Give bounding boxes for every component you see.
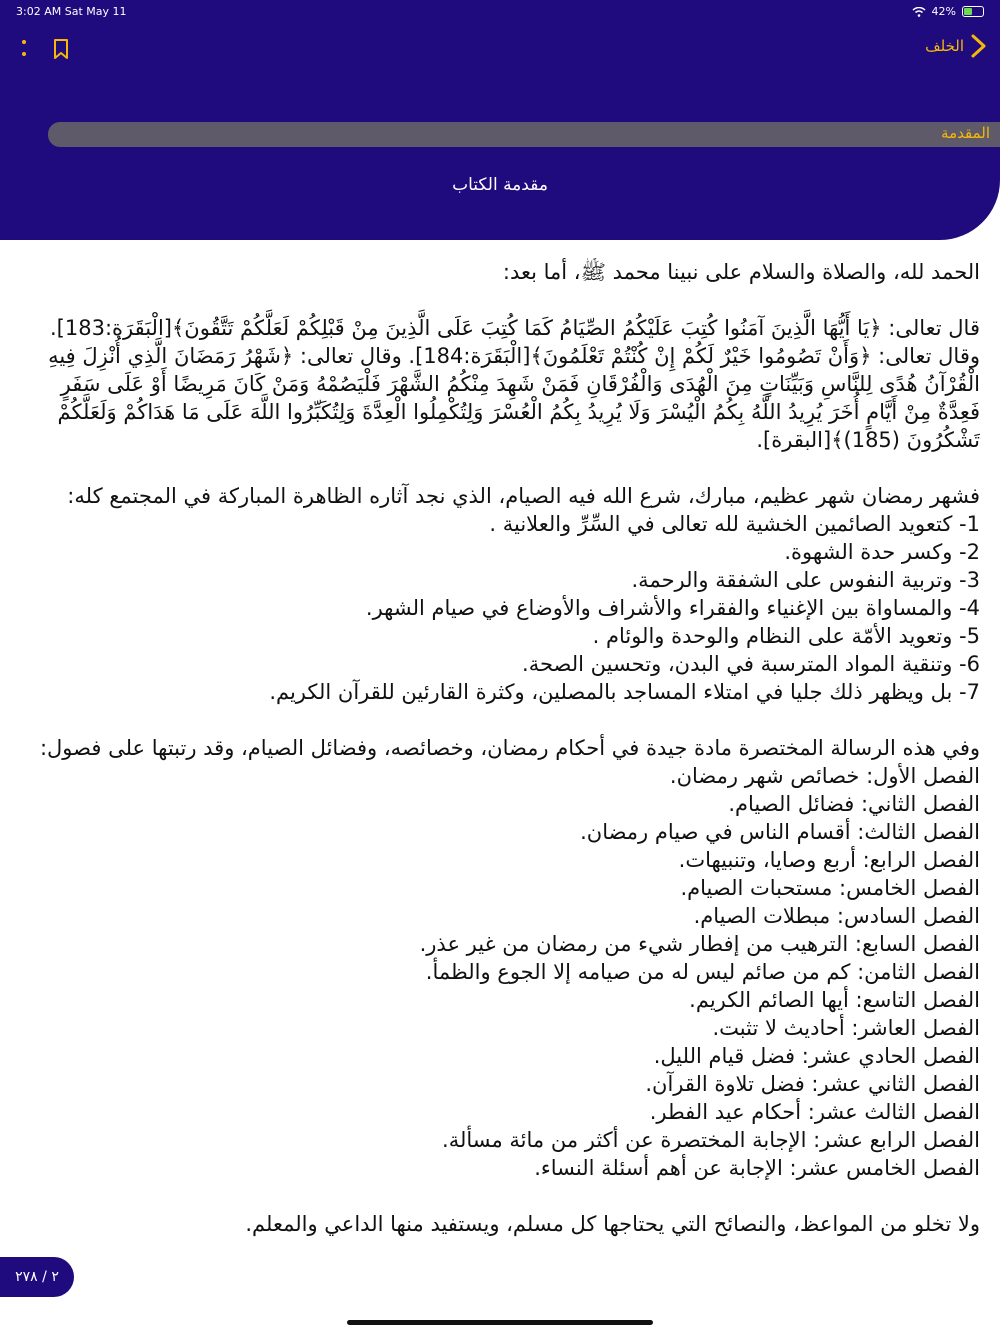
list-item: 4- والمساواة بين الإغنياء والفقراء والأشراف والأوضاع في صيام الشهر. — [365, 596, 980, 620]
list-item: 1- كتعويد الصائمين الخشية لله تعالى في السِّرِّ والعلانية . — [489, 512, 980, 536]
wifi-icon — [912, 7, 926, 17]
battery-fill — [964, 8, 972, 15]
status-time-text: 3:02 AM — [16, 5, 62, 18]
book-content[interactable] — [38, 258, 980, 1318]
list-item: 3- وتربية النفوس على الشفقة والرحمة. — [631, 568, 980, 592]
page-title: مقدمة الكتاب — [452, 175, 548, 195]
list-item: الفصل العاشر: أحاديث لا تثبت. — [712, 1016, 980, 1040]
list-item: الفصل الثالث عشر: أحكام عيد الفطر. — [649, 1100, 980, 1124]
battery-percent: 42% — [931, 5, 956, 18]
list-item: الفصل التاسع: أيها الصائم الكريم. — [689, 988, 980, 1012]
list-item: الفصل الرابع عشر: الإجابة المختصرة عن أكثر من مائة مسألة. — [442, 1128, 980, 1152]
status-date-text: Sat May 11 — [64, 5, 127, 18]
nav-row — [0, 32, 1000, 64]
chapters-intro-paragraph: وفي هذه الرسالة المختصرة مادة جيدة في أحكام رمضان، وخصائصه، وفضائل الصيام، وقد رتبتها على فصول: — [39, 736, 980, 760]
page-indicator[interactable]: ٢ / ٢٧٨ — [0, 1257, 74, 1297]
more-vertical-icon[interactable] — [14, 34, 34, 62]
list-item: الفصل الخامس عشر: الإجابة عن أهم أسئلة النساء. — [534, 1156, 980, 1180]
list-item: الفصل الحادي عشر: فضل قيام الليل. — [653, 1044, 980, 1068]
list-item: 6- وتنقية المواد المترسبة في البدن، وتحسين الصحة. — [522, 652, 980, 676]
ramadan-intro-paragraph: فشهر رمضان شهر عظيم، مبارك، شرع الله فيه الصيام، الذي نجد آثاره الظاهرة المباركة في المجتمع كله: — [67, 484, 980, 508]
status-right — [912, 5, 984, 18]
list-item: الفصل الثامن: كم من صائم ليس له من صيامه إلا الجوع والظمأ. — [425, 960, 980, 984]
list-item: الفصل الثالث: أقسام الناس في صيام رمضان. — [580, 820, 980, 844]
list-item: الفصل الثاني: فضائل الصيام. — [728, 792, 980, 816]
section-bar[interactable] — [48, 122, 1000, 147]
list-item: 7- بل ويظهر ذلك جليا في امتلاء المساجد بالمصلين، وكثرة القارئين للقرآن الكريم. — [269, 680, 980, 704]
section-label: المقدمة — [941, 124, 990, 142]
list-item: 5- وتعويد الأمّة على النظام والوحدة والوئام . — [592, 624, 980, 648]
list-item: 2- وكسر حدة الشهوة. — [784, 540, 980, 564]
battery-icon — [962, 6, 984, 17]
chapters-list — [38, 762, 980, 1182]
home-indicator[interactable] — [347, 1320, 653, 1325]
list-item: الفصل السابع: الترهيب من إفطار شيء من رمضان من غير عذر. — [419, 932, 980, 956]
status-time — [16, 5, 127, 18]
list-item: الفصل الثاني عشر: فضل تلاوة القرآن. — [645, 1072, 980, 1096]
header — [0, 0, 1000, 240]
quran-paragraph: قال تعالى: ﴿يَا أَيُّهَا الَّذِينَ آمَنُوا كُتِبَ عَلَيْكُمُ الصِّيَامُ كَمَا كُتِبَ عَلَى الَّذِينَ مِنْ قَبْلِكُمْ لَعَلَّكُمْ تَتَّقُونَ﴾[الْبَقَرَة:183]. وقال تعالى: ﴿وَأَنْ تَصُومُوا خَيْرٌ لَكُمْ إِنْ كُنْتُمْ تَعْلَمُونَ﴾[الْبَقَرَة:184]. وقال تعالى: ﴿شَهْرُ رَمَضَانَ الَّذِي أُنْزِلَ فِيهِ الْقُرْآنُ هُدًى لِلنَّاسِ وَبَيِّنَاتٍ مِنَ الْهُدَى وَالْفُرْقَانِ فَمَنْ شَهِدَ مِنْكُمُ الشَّهْرَ فَلْيَصُمْهُ وَمَنْ كَانَ مَرِيضًا أَوْ عَلَى سَفَرٍ فَعِدَّةٌ مِنْ أَيَّامٍ أُخَرَ يُرِيدُ اللَّهُ بِكُمُ الْيُسْرَ وَلَا يُرِيدُ بِكُمُ الْعُسْرَ وَلِتُكْمِلُوا الْعِدَّةَ وَلِتُكَبِّرُوا اللَّهَ عَلَى مَا هَدَاكُمْ وَلَعَلَّكُمْ تَشْكُرُونَ (185)﴾[البقرة]. — [48, 316, 980, 452]
closing-paragraph: ولا تخلو من المواعظ، والنصائح التي يحتاجها كل مسلم، ويستفيد منها الداعي والمعلم. — [245, 1212, 980, 1236]
status-bar — [0, 3, 1000, 21]
list-item: الفصل الأول: خصائص شهر رمضان. — [669, 764, 980, 788]
list-item: الفصل الخامس: مستحبات الصيام. — [680, 876, 980, 900]
chevron-right-icon — [970, 34, 988, 58]
bookmark-icon[interactable] — [50, 36, 72, 62]
back-label: الخلف — [925, 37, 964, 55]
list-item: الفصل الرابع: أربع وصايا، وتنبيهات. — [678, 848, 980, 872]
back-button[interactable] — [925, 34, 988, 58]
effects-list — [38, 510, 980, 706]
list-item: الفصل السادس: مبطلات الصيام. — [693, 904, 980, 928]
opening-paragraph: الحمد لله، والصلاة والسلام على نبينا محمد ﷺ، أما بعد: — [502, 260, 980, 284]
